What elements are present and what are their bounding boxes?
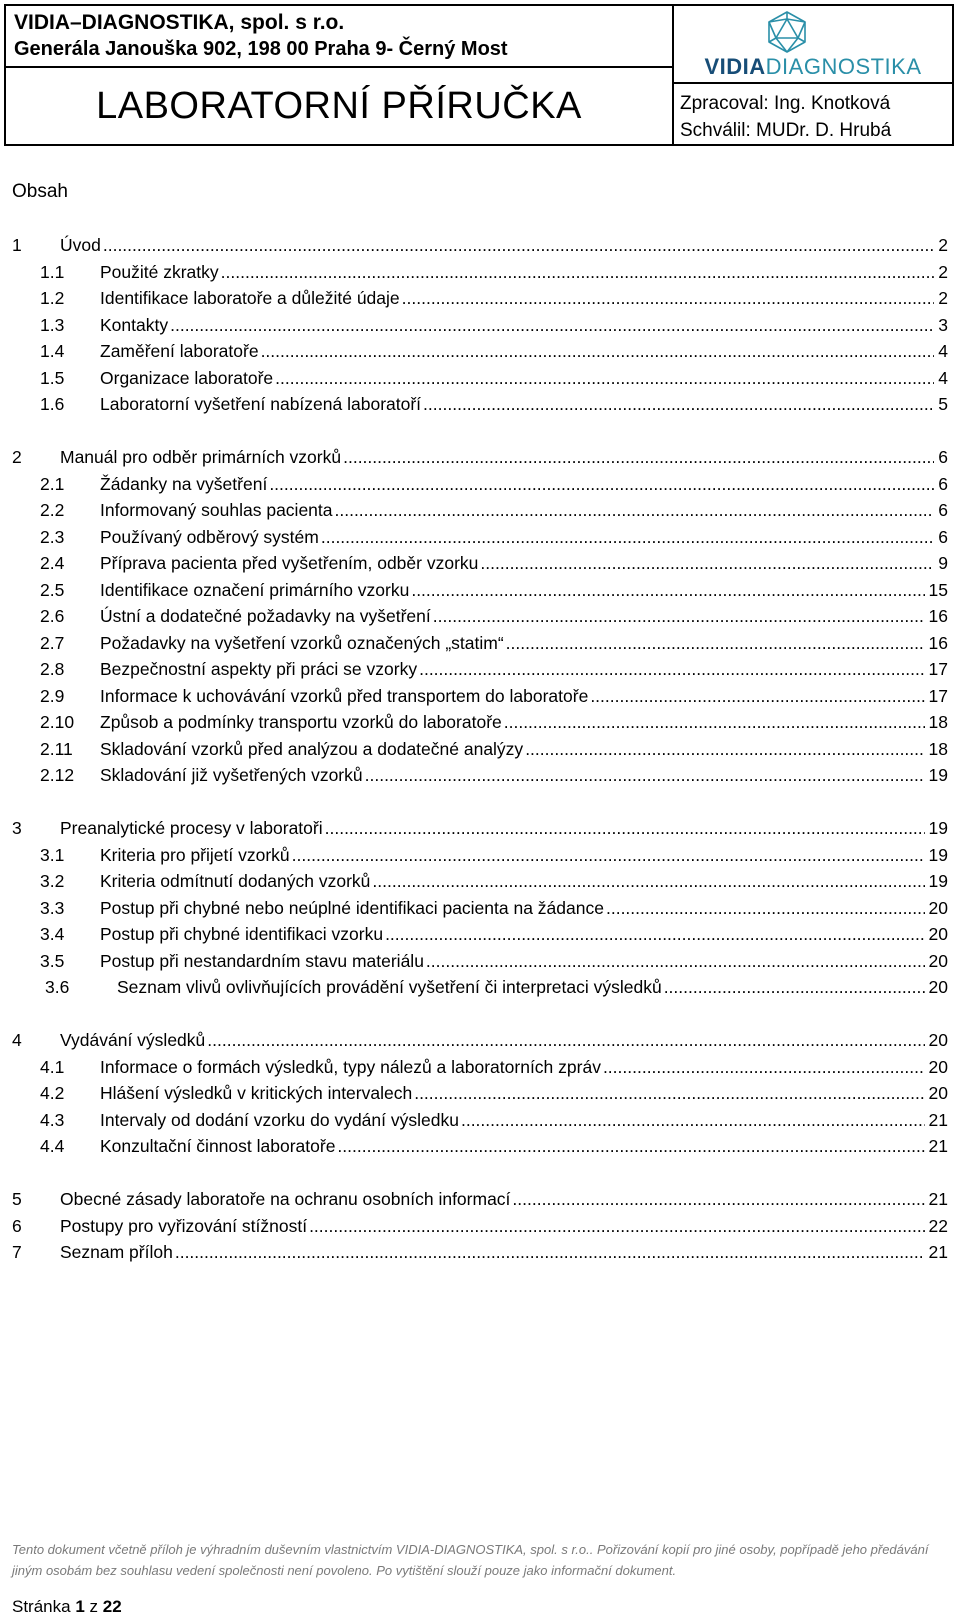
header-left-block bbox=[6, 6, 674, 144]
toc-entry-line bbox=[100, 497, 948, 523]
toc-leader-dots bbox=[433, 603, 925, 629]
toc-entry-line bbox=[100, 524, 948, 550]
toc-entry-line bbox=[100, 762, 948, 788]
toc-entry-line bbox=[100, 683, 948, 709]
approvals bbox=[680, 90, 891, 144]
toc-entry-number: 2.6 bbox=[40, 606, 65, 626]
toc-entry-label[interactable]: Konzultační činnost laboratoře bbox=[100, 1136, 336, 1156]
toc-leader-dots bbox=[103, 232, 934, 258]
toc-entry-page: 17 bbox=[928, 685, 948, 706]
toc-leader-dots bbox=[365, 762, 925, 788]
toc-entry-page: 2 bbox=[938, 261, 948, 282]
toc-entry-page: 6 bbox=[938, 473, 948, 494]
toc-leader-dots bbox=[337, 1133, 924, 1159]
toc-entry-page: 2 bbox=[938, 235, 948, 255]
toc-leader-dots bbox=[411, 577, 924, 603]
approved-by: Schválil: MUDr. D. Hrubá bbox=[680, 120, 892, 141]
toc-entry-number: 1 bbox=[12, 235, 22, 255]
page-number bbox=[12, 1597, 122, 1617]
toc-entry[interactable] bbox=[12, 1107, 948, 1134]
toc-entry-page: 6 bbox=[938, 526, 948, 547]
prepared-by: Zpracoval: Ing. Knotková bbox=[680, 93, 891, 114]
toc-entry-label[interactable]: Hlášení výsledků v kritických intervalech bbox=[100, 1083, 413, 1103]
toc-entry-page: 6 bbox=[938, 500, 948, 520]
toc-entry-number: 4 bbox=[12, 1030, 22, 1050]
toc-entry-label[interactable]: Bezpečnostní aspekty při práci se vzorky bbox=[100, 659, 418, 679]
toc-entry-number: 1.2 bbox=[40, 288, 65, 308]
toc-entry-page: 2 bbox=[938, 288, 948, 308]
toc-leader-dots bbox=[426, 948, 925, 974]
toc-entry[interactable] bbox=[12, 1186, 948, 1213]
toc-entry-number: 3.1 bbox=[40, 844, 65, 865]
toc-leader-dots bbox=[504, 709, 925, 735]
toc-entry-page: 19 bbox=[928, 765, 948, 785]
toc-entry-number: 1.3 bbox=[40, 314, 65, 335]
toc-leader-dots bbox=[664, 974, 925, 1000]
page-total: 22 bbox=[102, 1597, 122, 1616]
toc-entry-number: 1.6 bbox=[40, 394, 65, 414]
toc-entry[interactable] bbox=[12, 577, 948, 604]
toc-entry-number: 2.11 bbox=[40, 738, 73, 759]
page-current: 1 bbox=[75, 1597, 85, 1616]
toc-entry-number: 2.9 bbox=[40, 685, 65, 706]
toc-entry-line bbox=[100, 471, 948, 497]
toc-entry-page: 17 bbox=[928, 659, 948, 679]
toc-entry-number: 4.2 bbox=[40, 1083, 65, 1103]
company-address: Generála Janouška 902, 198 00 Praha 9- Černý Most bbox=[14, 38, 508, 60]
toc-entry-page: 21 bbox=[928, 1189, 948, 1209]
toc-leader-dots bbox=[419, 656, 924, 682]
toc-entry-line bbox=[100, 921, 948, 947]
toc-leader-dots bbox=[414, 1080, 924, 1106]
toc-leader-dots bbox=[606, 895, 925, 921]
toc-entry[interactable] bbox=[12, 948, 948, 975]
toc-entry[interactable] bbox=[12, 312, 948, 339]
toc-entry-line bbox=[100, 630, 948, 656]
toc-entry-number: 1.1 bbox=[40, 261, 65, 282]
toc-leader-dots bbox=[525, 736, 924, 762]
header-right-block bbox=[674, 6, 952, 144]
toc-entry-line bbox=[100, 338, 948, 364]
toc-entry-number: 2.4 bbox=[40, 553, 65, 573]
toc-entry[interactable] bbox=[12, 365, 948, 392]
toc-entry-number: 2 bbox=[12, 447, 22, 467]
toc-entry-page: 16 bbox=[928, 632, 948, 653]
toc-leader-dots bbox=[372, 868, 924, 894]
toc-entry[interactable] bbox=[12, 1027, 948, 1054]
toc-entry-page: 20 bbox=[928, 950, 948, 971]
toc-entry[interactable] bbox=[12, 736, 948, 763]
toc-entry-label[interactable]: Informovaný souhlas pacienta bbox=[100, 500, 333, 520]
toc-leader-dots bbox=[506, 630, 925, 656]
toc-entry-number: 4.1 bbox=[40, 1056, 65, 1077]
toc-entry-line bbox=[60, 1213, 948, 1239]
toc-leader-dots bbox=[269, 471, 934, 497]
toc-entry-line bbox=[100, 709, 948, 735]
toc-leader-dots bbox=[335, 497, 935, 523]
toc-leader-dots bbox=[309, 1213, 924, 1239]
toc-entry-label[interactable]: Způsob a podmínky transportu vzorků do laboratoře bbox=[100, 712, 502, 732]
toc-leader-dots bbox=[275, 365, 934, 391]
toc-entry-page: 21 bbox=[928, 1242, 948, 1262]
page-label: Stránka bbox=[12, 1597, 71, 1616]
toc-entry-number: 4.4 bbox=[40, 1136, 65, 1156]
logo-text-a: VIDIA bbox=[704, 54, 766, 79]
toc-leader-dots bbox=[221, 259, 935, 285]
toc-entry-line bbox=[100, 868, 948, 894]
toc-entry[interactable] bbox=[12, 1133, 948, 1160]
toc-entry-page: 20 bbox=[928, 924, 948, 944]
toc-title: Obsah bbox=[12, 181, 68, 202]
toc-entry-page: 18 bbox=[928, 738, 948, 759]
toc-entry-number: 6 bbox=[12, 1215, 22, 1236]
toc-entry-page: 20 bbox=[928, 1056, 948, 1077]
toc-entry-line bbox=[100, 1054, 948, 1080]
toc-entry-number: 3.4 bbox=[40, 924, 65, 944]
toc-entry-page: 20 bbox=[928, 897, 948, 918]
toc-entry-number: 1.5 bbox=[40, 367, 65, 388]
toc-entry[interactable] bbox=[12, 1213, 948, 1240]
toc-entry-number: 7 bbox=[12, 1242, 22, 1262]
toc-entry-label[interactable]: Identifikace laboratoře a důležité údaje bbox=[100, 288, 400, 308]
toc-entry-line bbox=[60, 815, 948, 841]
toc-entry-number: 3.5 bbox=[40, 950, 65, 971]
toc-entry-line bbox=[60, 232, 948, 258]
toc-entry-label[interactable]: Skladování vzorků před analýzou a dodatečné analýzy bbox=[100, 738, 524, 759]
manual-title: LABORATORNÍ PŘÍRUČKA bbox=[96, 84, 582, 127]
toc-entry[interactable] bbox=[12, 815, 948, 842]
toc-leader-dots bbox=[480, 550, 934, 576]
header-company-cell bbox=[6, 6, 672, 68]
toc-entry-page: 21 bbox=[928, 1136, 948, 1156]
toc-leader-dots bbox=[461, 1107, 925, 1133]
toc-entry[interactable] bbox=[12, 656, 948, 683]
toc-entry-label[interactable]: Použité zkratky bbox=[100, 261, 219, 282]
toc-entry-number: 3.2 bbox=[40, 871, 65, 891]
toc-entry-line bbox=[100, 391, 948, 417]
toc-entry-label[interactable]: Příprava pacienta před vyšetřením, odběr vzorku bbox=[100, 553, 479, 573]
toc-entry-number: 2.5 bbox=[40, 579, 65, 600]
toc-entry-page: 20 bbox=[928, 1083, 948, 1103]
toc-entry-label[interactable]: Manuál pro odběr primárních vzorků bbox=[60, 447, 342, 467]
toc-entry-line bbox=[100, 1080, 948, 1106]
toc-entry-number: 3.3 bbox=[40, 897, 65, 918]
toc-entry-number: 2.3 bbox=[40, 526, 65, 547]
document-header bbox=[4, 4, 954, 146]
company-name: VIDIA–DIAGNOSTIKA, spol. s r.o. bbox=[14, 11, 345, 34]
toc-leader-dots bbox=[423, 391, 934, 417]
logo-wordmark bbox=[674, 54, 952, 80]
toc-entry-number: 2.7 bbox=[40, 632, 65, 653]
toc-entry-label[interactable]: Kriteria odmítnutí dodaných vzorků bbox=[100, 871, 371, 891]
toc-entry-page: 15 bbox=[928, 579, 948, 600]
toc-leader-dots bbox=[512, 1186, 924, 1212]
toc-entry[interactable] bbox=[12, 497, 948, 524]
toc-entry-label[interactable]: Identifikace označení primárního vzorku bbox=[100, 579, 410, 600]
toc-entry-label[interactable]: Úvod bbox=[60, 235, 101, 255]
toc-entry-number: 2.1 bbox=[40, 473, 65, 494]
toc-entry[interactable] bbox=[12, 232, 948, 259]
toc-entry-label[interactable]: Požadavky na vyšetření vzorků označených „statim“ bbox=[100, 632, 504, 653]
toc-entry-label[interactable]: Intervaly od dodání vzorku do vydání výsledku bbox=[100, 1109, 459, 1130]
toc-entry-number: 3 bbox=[12, 818, 22, 838]
toc-entry[interactable] bbox=[12, 868, 948, 895]
toc-entry-page: 4 bbox=[938, 341, 948, 361]
toc-entry-line bbox=[100, 1107, 948, 1133]
toc-entry-number: 1.4 bbox=[40, 341, 65, 361]
logo-polyhedron-icon bbox=[765, 10, 809, 54]
toc-entry-page: 20 bbox=[928, 1030, 948, 1050]
toc-entry-label[interactable]: Zaměření laboratoře bbox=[100, 341, 259, 361]
toc-entry[interactable] bbox=[12, 444, 948, 471]
toc-entry[interactable] bbox=[12, 895, 948, 922]
toc-entry[interactable] bbox=[12, 1080, 948, 1107]
toc-leader-dots bbox=[207, 1027, 924, 1053]
toc-entry-label[interactable]: Postupy pro vyřizování stížností bbox=[60, 1215, 308, 1236]
toc-entry[interactable] bbox=[12, 709, 948, 736]
toc-entry-line bbox=[100, 656, 948, 682]
toc-entry-line bbox=[100, 550, 948, 576]
toc-entry[interactable] bbox=[12, 630, 948, 657]
toc-entry-page: 22 bbox=[928, 1215, 948, 1236]
toc-entry-line bbox=[60, 1027, 948, 1053]
toc-entry-label[interactable]: Postup při nestandardním stavu materiálu bbox=[100, 950, 424, 971]
toc-entry[interactable] bbox=[12, 974, 948, 1001]
toc-leader-dots bbox=[261, 338, 935, 364]
toc-entry-line bbox=[60, 1186, 948, 1212]
footer-copyright-note: Tento dokument včetně příloh je výhradním duševním vlastnictvím VIDIA-DIAGNOSTIKA, spol. s r.o.. Pořizování kopií pro jiné osoby, popřípadě jeho předávání jiným osobám bez souhlasu vedení společnosti není povoleno. Po vytištění slouží pouze jako informační dokument. bbox=[12, 1542, 929, 1578]
toc-entry-page: 21 bbox=[928, 1109, 948, 1130]
logo-text-b: DIAGNOSTIKA bbox=[765, 54, 922, 79]
toc-entry-page: 19 bbox=[928, 871, 948, 891]
toc-entry-line bbox=[100, 603, 948, 629]
toc-entry[interactable] bbox=[12, 603, 948, 630]
toc-entry[interactable] bbox=[12, 471, 948, 498]
toc-entry-number: 2.12 bbox=[40, 765, 75, 785]
toc-entry-line bbox=[100, 259, 948, 285]
toc-entry-label[interactable]: Laboratorní vyšetření nabízená laboratoří bbox=[100, 394, 422, 414]
toc-entry[interactable] bbox=[12, 550, 948, 577]
toc-leader-dots bbox=[175, 1239, 925, 1265]
toc-leader-dots bbox=[325, 815, 925, 841]
toc-entry-number: 5 bbox=[12, 1189, 22, 1209]
toc-entry-line bbox=[60, 1239, 948, 1265]
toc-leader-dots bbox=[343, 444, 934, 470]
toc-entry-line bbox=[100, 312, 948, 338]
toc-entry-label[interactable]: Skladování již vyšetřených vzorků bbox=[100, 765, 363, 785]
toc-leader-dots bbox=[590, 683, 924, 709]
toc-entry-page: 3 bbox=[938, 314, 948, 335]
toc-entry-label[interactable]: Kontakty bbox=[100, 314, 169, 335]
toc-entry-label[interactable]: Informace k uchovávání vzorků před transportem do laboratoře bbox=[100, 685, 589, 706]
toc-leader-dots bbox=[603, 1054, 925, 1080]
toc-entry-label[interactable]: Kriteria pro přijetí vzorků bbox=[100, 844, 290, 865]
company-logo bbox=[674, 6, 952, 84]
toc-entry-line bbox=[100, 736, 948, 762]
toc-leader-dots bbox=[402, 285, 935, 311]
toc-entry-label[interactable]: Žádanky na vyšetření bbox=[100, 473, 268, 494]
toc-entry-label[interactable]: Postup při chybné nebo neúplné identifikaci pacienta na žádance bbox=[100, 897, 604, 918]
toc-entry-page: 18 bbox=[928, 712, 948, 732]
toc-entry[interactable] bbox=[12, 842, 948, 869]
toc-entry-number: 2.8 bbox=[40, 659, 65, 679]
toc-entry-label[interactable]: Seznam příloh bbox=[60, 1242, 173, 1262]
toc-entry-label[interactable]: Ústní a dodatečné požadavky na vyšetření bbox=[100, 606, 431, 626]
toc-entry-line bbox=[117, 974, 948, 1000]
toc-entry-line bbox=[100, 895, 948, 921]
toc-entry-line bbox=[100, 365, 948, 391]
page-sep: z bbox=[89, 1597, 99, 1616]
toc-entry[interactable] bbox=[12, 285, 948, 312]
toc-entry-line bbox=[60, 444, 948, 470]
toc-entry-label[interactable]: Preanalytické procesy v laboratoři bbox=[60, 818, 323, 838]
toc-entry[interactable] bbox=[12, 1239, 948, 1266]
toc-entry-page: 16 bbox=[928, 606, 948, 626]
toc-entry-number: 2.2 bbox=[40, 500, 65, 520]
toc-leader-dots bbox=[385, 921, 924, 947]
toc-entry[interactable] bbox=[12, 762, 948, 789]
toc-entry-number: 2.10 bbox=[40, 712, 75, 732]
toc-leader-dots bbox=[321, 524, 934, 550]
toc-entry-page: 19 bbox=[928, 818, 948, 838]
toc-entry-line bbox=[100, 842, 948, 868]
toc-entry-page: 5 bbox=[938, 394, 948, 414]
toc-entry-page: 9 bbox=[938, 553, 948, 573]
toc-leader-dots bbox=[292, 842, 925, 868]
toc-entry-label[interactable]: Používaný odběrový systém bbox=[100, 526, 319, 547]
toc-leader-dots bbox=[170, 312, 934, 338]
toc-entry[interactable] bbox=[12, 921, 948, 948]
toc-entry-page: 6 bbox=[938, 447, 948, 467]
toc-entry-label[interactable]: Informace o formách výsledků, typy nálezů a laboratorních zpráv bbox=[100, 1056, 601, 1077]
toc-entry-label[interactable]: Vydávání výsledků bbox=[60, 1030, 206, 1050]
toc-entry[interactable] bbox=[12, 338, 948, 365]
toc-entry[interactable] bbox=[12, 1054, 948, 1081]
toc-entry-page: 19 bbox=[928, 844, 948, 865]
toc-entry-line bbox=[100, 285, 948, 311]
toc-entry-line bbox=[100, 1133, 948, 1159]
toc-entry-label[interactable]: Postup při chybné identifikaci vzorku bbox=[100, 924, 384, 944]
toc-entry-label[interactable]: Obecné zásady laboratoře na ochranu osobních informací bbox=[60, 1189, 511, 1209]
toc-entry-page: 20 bbox=[928, 977, 948, 997]
toc-entry-number: 4.3 bbox=[40, 1109, 65, 1130]
toc-entry-label[interactable]: Seznam vlivů ovlivňujících provádění vyšetření či interpretaci výsledků bbox=[117, 977, 662, 997]
toc-entry[interactable] bbox=[12, 524, 948, 551]
toc-entry[interactable] bbox=[12, 391, 948, 418]
toc-entry-page: 4 bbox=[938, 367, 948, 388]
toc-entry-number: 3.6 bbox=[45, 977, 70, 997]
toc-entry[interactable] bbox=[12, 259, 948, 286]
toc-entry-line bbox=[100, 948, 948, 974]
toc-entry-line bbox=[100, 577, 948, 603]
toc-entry-label[interactable]: Organizace laboratoře bbox=[100, 367, 274, 388]
table-of-contents bbox=[12, 232, 948, 1266]
toc-entry[interactable] bbox=[12, 683, 948, 710]
